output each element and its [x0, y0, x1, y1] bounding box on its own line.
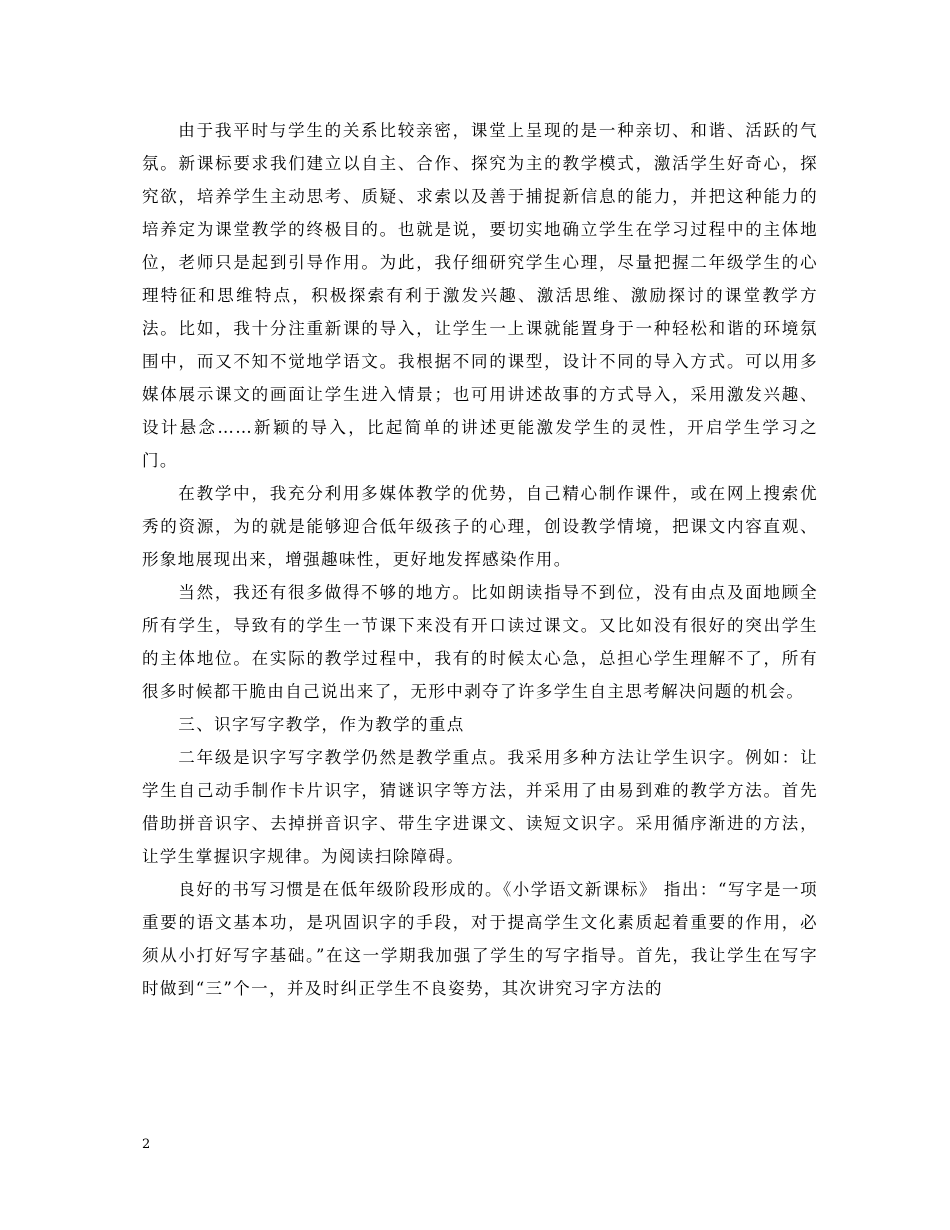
section-heading-literacy: 三、识字写字教学，作为教学的重点 — [178, 715, 465, 734]
paragraph-literacy-methods: 二年级是识字写字教学仍然是教学重点。我采用多种方法让学生识字。例如：让学生自己动手制作卡片识字，猜谜识字等方法，并采用了由易到难的教学方法。首先借助拼音识字、去掉拼音识字、带生字进课文、读短文识字。采用循序渐进的方法，让学生掌握识字规律。为阅读扫除障碍。 — [142, 748, 818, 866]
paragraph-classroom-atmosphere: 由于我平时与学生的关系比较亲密，课堂上呈现的是一种亲切、和谐、活跃的气氛。新课标要求我们建立以自主、合作、探究为主的教学模式，激活学生好奇心，探究欲，培养学生主动思考、质疑、求索以及善于捕捉新信息的能力，并把这种能力的培养定为课堂教学的终极目的。也就是说，要切实地确立学生在学习过程中的主体地位，老师只是起到引导作用。为此，我仔细研究学生心理，尽量把握二年级学生的心理特征和思维特点，积极探索有利于激发兴趣、激活思维、激励探讨的课堂教学方法。比如，我十分注重新课的导入，让学生一上课就能置身于一种轻松和谐的环境氛围中，而又不知不觉地学语文。我根据不同的课型，设计不同的导入方式。可以用多媒体展示课文的画面让学生进入情景；也可用讲述故事的方式导入，采用激发兴趣、设计悬念……新颖的导入，比起简单的讲述更能激发学生的灵性，开启学生学习之门。 — [142, 121, 818, 470]
paragraph-multimedia-teaching: 在教学中，我充分利用多媒体教学的优势，自己精心制作课件，或在网上搜索优秀的资源，为的就是能够迎合低年级孩子的心理，创设教学情境，把课文内容直观、形象地展现出来，增强趣味性，更好地发挥感染作用。 — [142, 484, 818, 569]
page-number: 2 — [142, 1137, 151, 1152]
paragraph-shortcomings: 当然，我还有很多做得不够的地方。比如朗读指导不到位，没有由点及面地顾全所有学生，导致有的学生一节课下来没有开口读过课文。又比如没有很好的突出学生的主体地位。在实际的教学过程中，我有的时候太心急，总担心学生理解不了，所有很多时候都干脆由自己说出来了，无形中剥夺了许多学生自主思考解决问题的机会。 — [142, 583, 818, 701]
paragraph-writing-habits: 良好的书写习惯是在低年级阶段形成的。《小学语文新课标》 指出：“写字是一项重要的语文基本功，是巩固识字的手段，对于提高学生文化素质起着重要的作用，必须从小打好写字基础。”在这一学期我加强了学生的写字指导。首先，我让学生在写字时做到“三”个一，并及时纠正学生不良姿势，其次讲究习字方法的 — [142, 880, 818, 998]
document-body — [142, 114, 818, 1005]
